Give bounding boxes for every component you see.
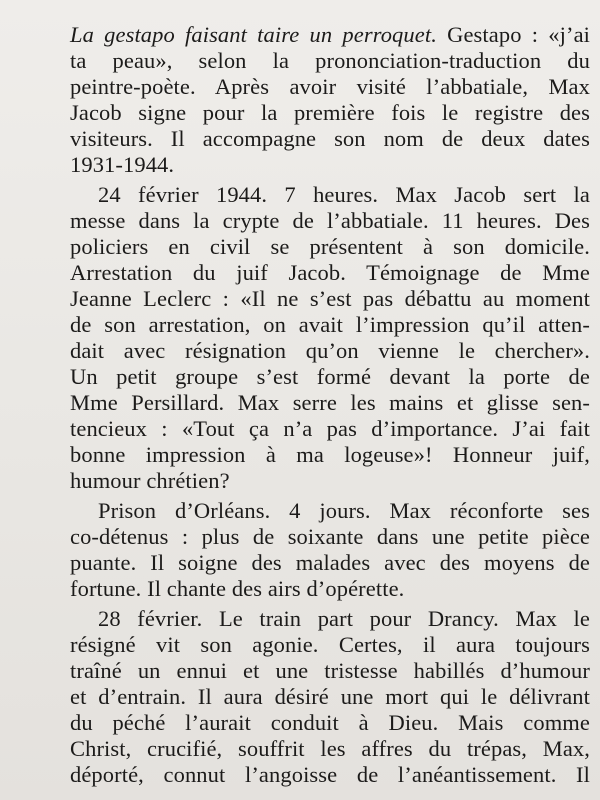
italic-title: La gestapo faisant taire un perroquet.: [70, 22, 437, 47]
paragraph-2: [70, 182, 590, 494]
text-line: traîné un ennui et une tristesse habillés d’humour: [70, 658, 590, 683]
text-line: Jeanne Leclerc : «Il ne s’est pas débattu au moment: [70, 286, 590, 311]
text-line: 28 février. Le train part pour Drancy. Max le: [98, 606, 590, 631]
paragraph-1: [70, 22, 590, 178]
text-line: ta peau», selon la prononciation-traduction du: [70, 48, 590, 73]
text-line: peintre-poète. Après avoir visité l’abbatiale, Max: [70, 74, 590, 99]
text-line: puante. Il soigne des malades avec des moyens de: [70, 550, 590, 575]
text-line: policiers en civil se présentent à son domicile.: [70, 234, 590, 259]
text-line: du péché l’aurait conduit à Dieu. Mais comme: [70, 710, 590, 735]
text-line: Un petit groupe s’est formé devant la porte de: [70, 364, 590, 389]
text-line: co-détenus : plus de soixante dans une petite pièce: [70, 524, 590, 549]
text-line: [70, 22, 590, 48]
text-line: Mme Persillard. Max serre les mains et glisse sen-: [70, 390, 590, 415]
text-line: 1931-1944.: [70, 152, 175, 177]
text-line: Jacob signe pour la première fois le registre des: [70, 100, 590, 125]
book-page-text: [70, 22, 590, 788]
text-line: tencieux : «Tout ça n’a pas d’importance. J’ai fait: [70, 416, 590, 441]
text-line: 24 février 1944. 7 heures. Max Jacob sert la: [98, 182, 590, 207]
paragraph-3: [70, 498, 590, 602]
text-line: déporté, connut l’angoisse de l’anéantissement. Il: [70, 762, 590, 787]
text-line: Christ, crucifié, souffrit les affres du trépas, Max,: [70, 736, 590, 761]
text-line: Prison d’Orléans. 4 jours. Max réconforte ses: [98, 498, 590, 523]
text-line: Arrestation du juif Jacob. Témoignage de Mme: [70, 260, 590, 285]
text-line: bonne impression à ma logeuse»! Honneur juif,: [70, 442, 590, 467]
line-text: Gestapo : «j’ai: [436, 22, 591, 47]
text-line: et d’entrain. Il aura désiré une mort qui le délivrant: [70, 684, 590, 709]
text-line: visiteurs. Il accompagne son nom de deux dates: [70, 126, 590, 151]
text-line: humour chrétien?: [70, 468, 230, 493]
text-line: messe dans la crypte de l’abbatiale. 11 heures. Des: [70, 208, 590, 233]
text-line: fortune. Il chante des airs d’opérette.: [70, 576, 405, 601]
text-line: dait avec résignation qu’on vienne le chercher».: [70, 338, 590, 363]
paragraph-4: [70, 606, 590, 788]
text-line: de son arrestation, on avait l’impression qu’il atten-: [70, 312, 590, 337]
text-line: résigné vit son agonie. Certes, il aura toujours: [70, 632, 590, 657]
